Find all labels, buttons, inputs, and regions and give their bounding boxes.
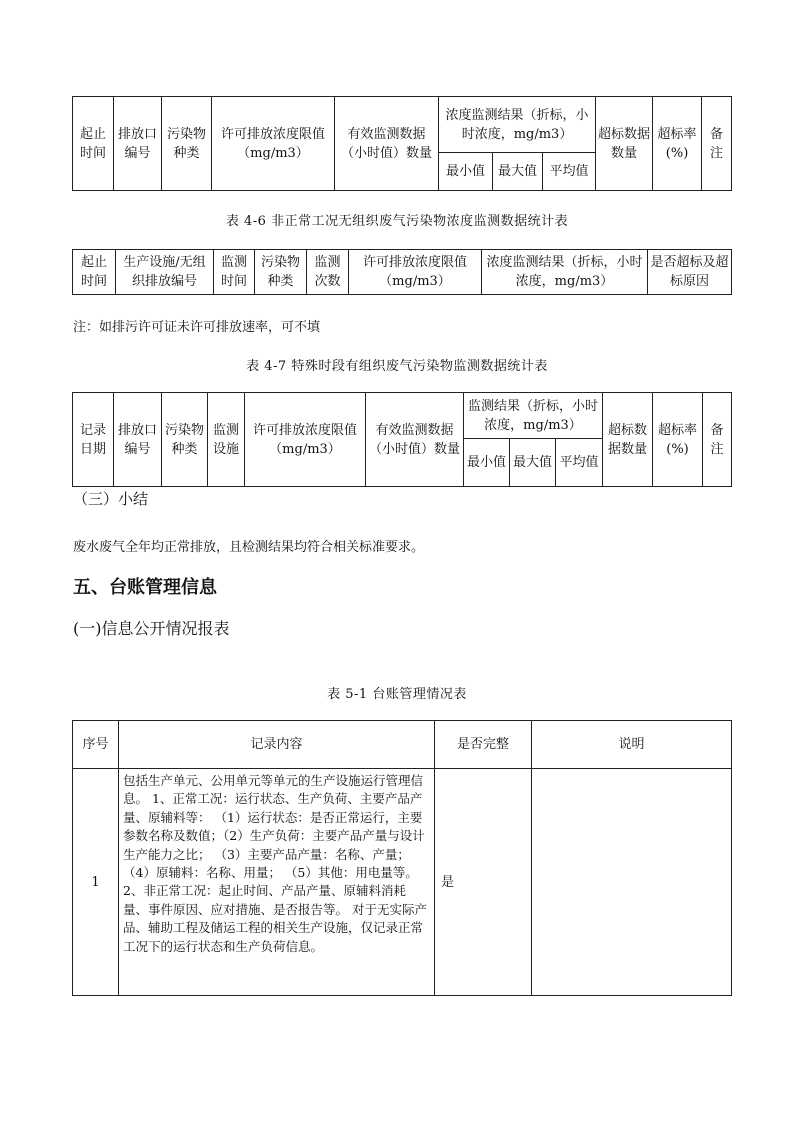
header-cell: 监测结果（折标，小时浓度，mg/m3） [464,393,603,439]
header-cell: 超标数据数量 [596,97,653,191]
header-cell: 说明 [532,721,732,769]
subheader-cell: 平均值 [556,439,603,487]
header-cell: 超标率(%) [653,97,702,191]
header-cell: 记录日期 [73,393,114,487]
header-cell: 起止时间 [73,250,116,295]
header-cell: 许可排放浓度限值（mg/m3） [349,250,482,295]
subheader-cell: 最大值 [510,439,556,487]
header-cell: 污染物种类 [162,97,212,191]
header-cell: 排放口编号 [114,97,162,191]
header-cell: 记录内容 [119,721,435,769]
subheader-cell: 最小值 [464,439,510,487]
header-cell: 许可排放浓度限值（mg/m3） [212,97,335,191]
header-cell: 超标率(%) [653,393,703,487]
summary-text: 废水废气全年均正常排放，且检测结果均符合相关标准要求。 [73,540,425,555]
header-cell: 有效监测数据（小时值）数量 [335,97,439,191]
subheader-cell: 平均值 [543,153,596,191]
header-cell: 监测设施 [208,393,245,487]
header-cell: 序号 [73,721,119,769]
header-cell: 浓度监测结果（折标，小时浓度，mg/m3） [482,250,648,295]
header-cell: 起止时间 [73,97,114,191]
caption-table-4-7: 表 4-7 特殊时段有组织废气污染物监测数据统计表 [246,359,548,374]
header-cell: 备注 [702,97,732,191]
subheader-cell: 最大值 [493,153,543,191]
record-content: 包括生产单元、公用单元等单元的生产设施运行管理信息。 1、正常工况：运行状态、生产负荷、主要产品产量、原辅料等： （1）运行状态：是否正常运行，主要参数名称及数值；（2）生产负荷：主要产品产量与设计生产能力之比； （3）主要产品产量：名称、产量；（4）原辅料：名称、用量； （5）其他：用电量等。 2、非正常工况：起止时间、产品产量、原辅料消耗量、事件原因、应对措施、是否报告等。 对于无实际产品、辅助工程及储运工程的相关生产设施，仅记录正常工况下的运行状态和生产负荷信息。 [119,769,435,996]
remark-cell [532,769,732,996]
summary-heading: （三）小结 [73,490,149,508]
header-cell: 污染物种类 [255,250,307,295]
header-cell: 是否完整 [435,721,532,769]
caption-table-5-1: 表 5-1 台账管理情况表 [327,687,467,702]
section-5-heading: 五、台账管理信息 [73,577,217,598]
row-number: 1 [73,769,119,996]
header-cell: 浓度监测结果（折标，小时浓度，mg/m3） [439,97,596,153]
completeness-value: 是 [435,769,532,996]
header-cell: 监测次数 [307,250,349,295]
header-cell: 备注 [703,393,732,487]
header-cell: 污染物种类 [162,393,208,487]
header-cell: 有效监测数据（小时值）数量 [366,393,464,487]
subsection-1-heading: (一)信息公开情况报表 [73,619,230,638]
table-emission-stats-top [72,96,732,191]
table-note: 注：如排污许可证未许可排放速率，可不填 [73,320,321,335]
caption-table-4-6: 表 4-6 非正常工况无组织废气污染物浓度监测数据统计表 [225,214,569,229]
header-cell: 监测时间 [214,250,255,295]
header-cell: 是否超标及超标原因 [648,250,732,295]
table-4-7 [72,392,732,487]
header-cell: 超标数据数量 [603,393,653,487]
table-5-1 [72,720,732,996]
subheader-cell: 最小值 [439,153,493,191]
table-row [73,769,732,996]
header-cell: 许可排放浓度限值（mg/m3） [245,393,366,487]
header-cell: 排放口编号 [114,393,162,487]
header-cell: 生产设施/无组织排放编号 [116,250,214,295]
table-4-6 [72,249,732,295]
